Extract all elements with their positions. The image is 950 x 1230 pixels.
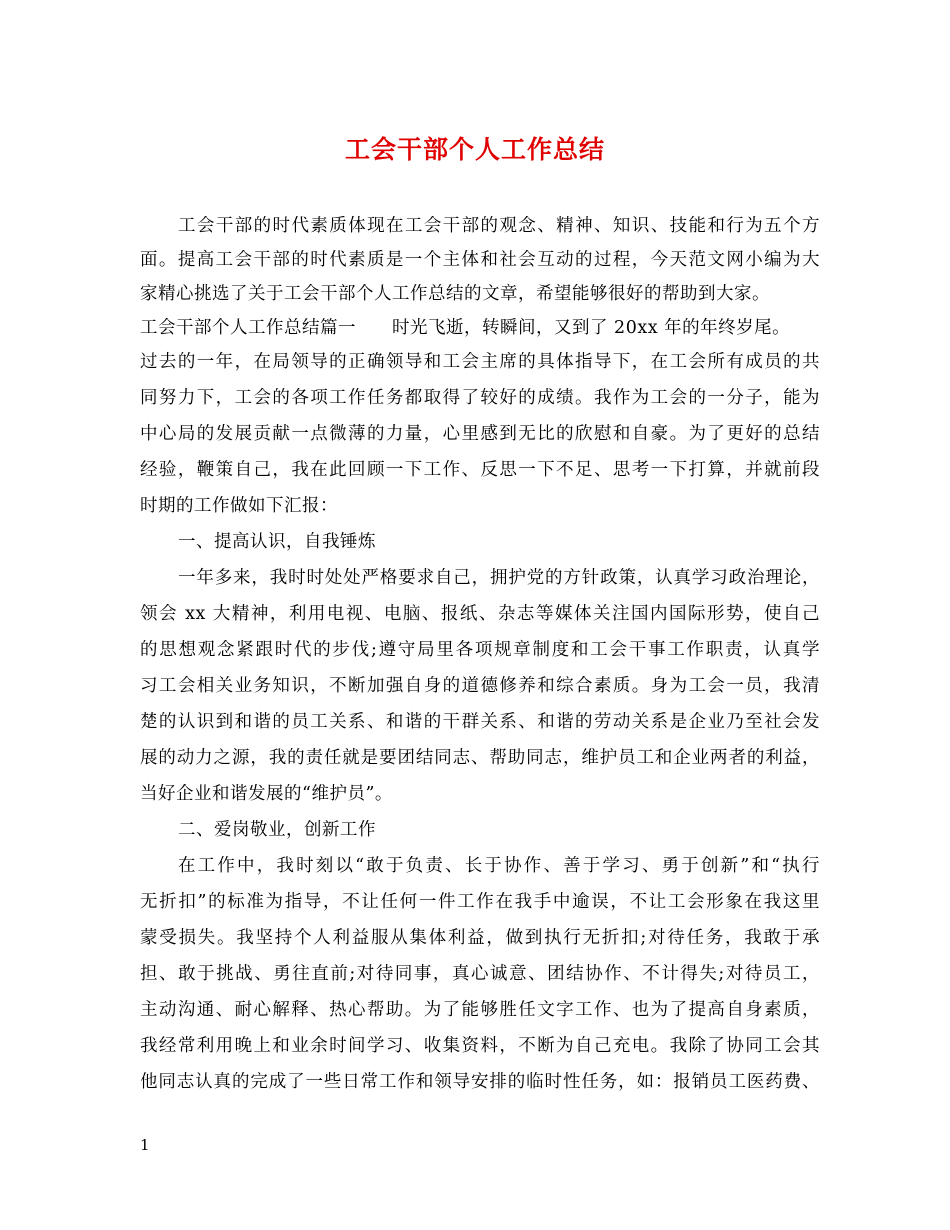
paragraph-line: 工会干部个人工作总结篇一 时光飞逝，转瞬间，又到了 20xx 年的年终岁尾。 [140, 318, 791, 338]
paragraph-line: 蒙受损失。我坚持个人利益服从集体利益，做到执行无折扣;对待任务，我敢于承 [140, 928, 820, 948]
paragraph-line: 在工作中，我时刻以“敢于负责、长于协作、善于学习、勇于创新”和“执行 [178, 856, 820, 876]
paragraph-line: 我经常利用晚上和业余时间学习、收集资料，不断为自己充电。我除了协同工会其 [140, 1036, 820, 1056]
paragraph-line: 楚的认识到和谐的员工关系、和谐的干群关系、和谐的劳动关系是企业乃至社会发 [140, 712, 820, 732]
section-heading: 一、提高认识，自我锤炼 [178, 532, 376, 552]
paragraph-line: 的思想观念紧跟时代的步伐;遵守局里各项规章制度和工会干事工作职责，认真学 [140, 640, 820, 660]
paragraph-line: 习工会相关业务知识，不断加强自身的道德修养和综合素质。身为工会一员，我清 [140, 676, 820, 696]
document-title: 工会干部个人工作总结 [344, 135, 605, 164]
paragraph-line: 当好企业和谐发展的“维护员”。 [140, 784, 393, 804]
paragraph-line: 同努力下，工会的各项工作任务都取得了较好的成绩。我作为工会的一分子，能为 [140, 388, 820, 408]
paragraph-line: 经验，鞭策自己，我在此回顾一下工作、反思一下不足、思考一下打算，并就前段 [140, 460, 820, 480]
paragraph-line: 担、敢于挑战、勇往直前;对待同事，真心诚意、团结协作、不计得失;对待员工， [140, 964, 820, 984]
paragraph-line: 主动沟通、耐心解释、热心帮助。为了能够胜任文字工作、也为了提高自身素质， [140, 1000, 820, 1020]
page-number: 1 [140, 1136, 150, 1154]
paragraph-line: 过去的一年，在局领导的正确领导和工会主席的具体指导下，在工会所有成员的共 [140, 352, 820, 372]
paragraph-line: 一年多来，我时时处处严格要求自己，拥护党的方针政策，认真学习政治理论， [178, 568, 820, 588]
paragraph-line: 无折扣”的标准为指导，不让任何一件工作在我手中逾误，不让工会形象在我这里 [140, 892, 820, 912]
paragraph-line: 领会 xx 大精神，利用电视、电脑、报纸、杂志等媒体关注国内国际形势，使自己 [140, 604, 820, 624]
paragraph-line: 他同志认真的完成了一些日常工作和领导安排的临时性任务，如：报销员工医药费、 [140, 1072, 820, 1092]
section-heading: 二、爱岗敬业，创新工作 [178, 820, 376, 840]
paragraph-line: 时期的工作做如下汇报： [140, 496, 338, 516]
paragraph-line: 家精心挑选了关于工会干部个人工作总结的文章，希望能够很好的帮助到大家。 [140, 284, 770, 304]
paragraph-line: 面。提高工会干部的时代素质是一个主体和社会互动的过程，今天范文网小编为大 [140, 250, 820, 270]
paragraph-line: 工会干部的时代素质体现在工会干部的观念、精神、知识、技能和行为五个方 [178, 216, 820, 236]
paragraph-line: 中心局的发展贡献一点微薄的力量，心里感到无比的欣慰和自豪。为了更好的总结 [140, 424, 820, 444]
paragraph-line: 展的动力之源，我的责任就是要团结同志、帮助同志，维护员工和企业两者的利益， [140, 748, 820, 768]
